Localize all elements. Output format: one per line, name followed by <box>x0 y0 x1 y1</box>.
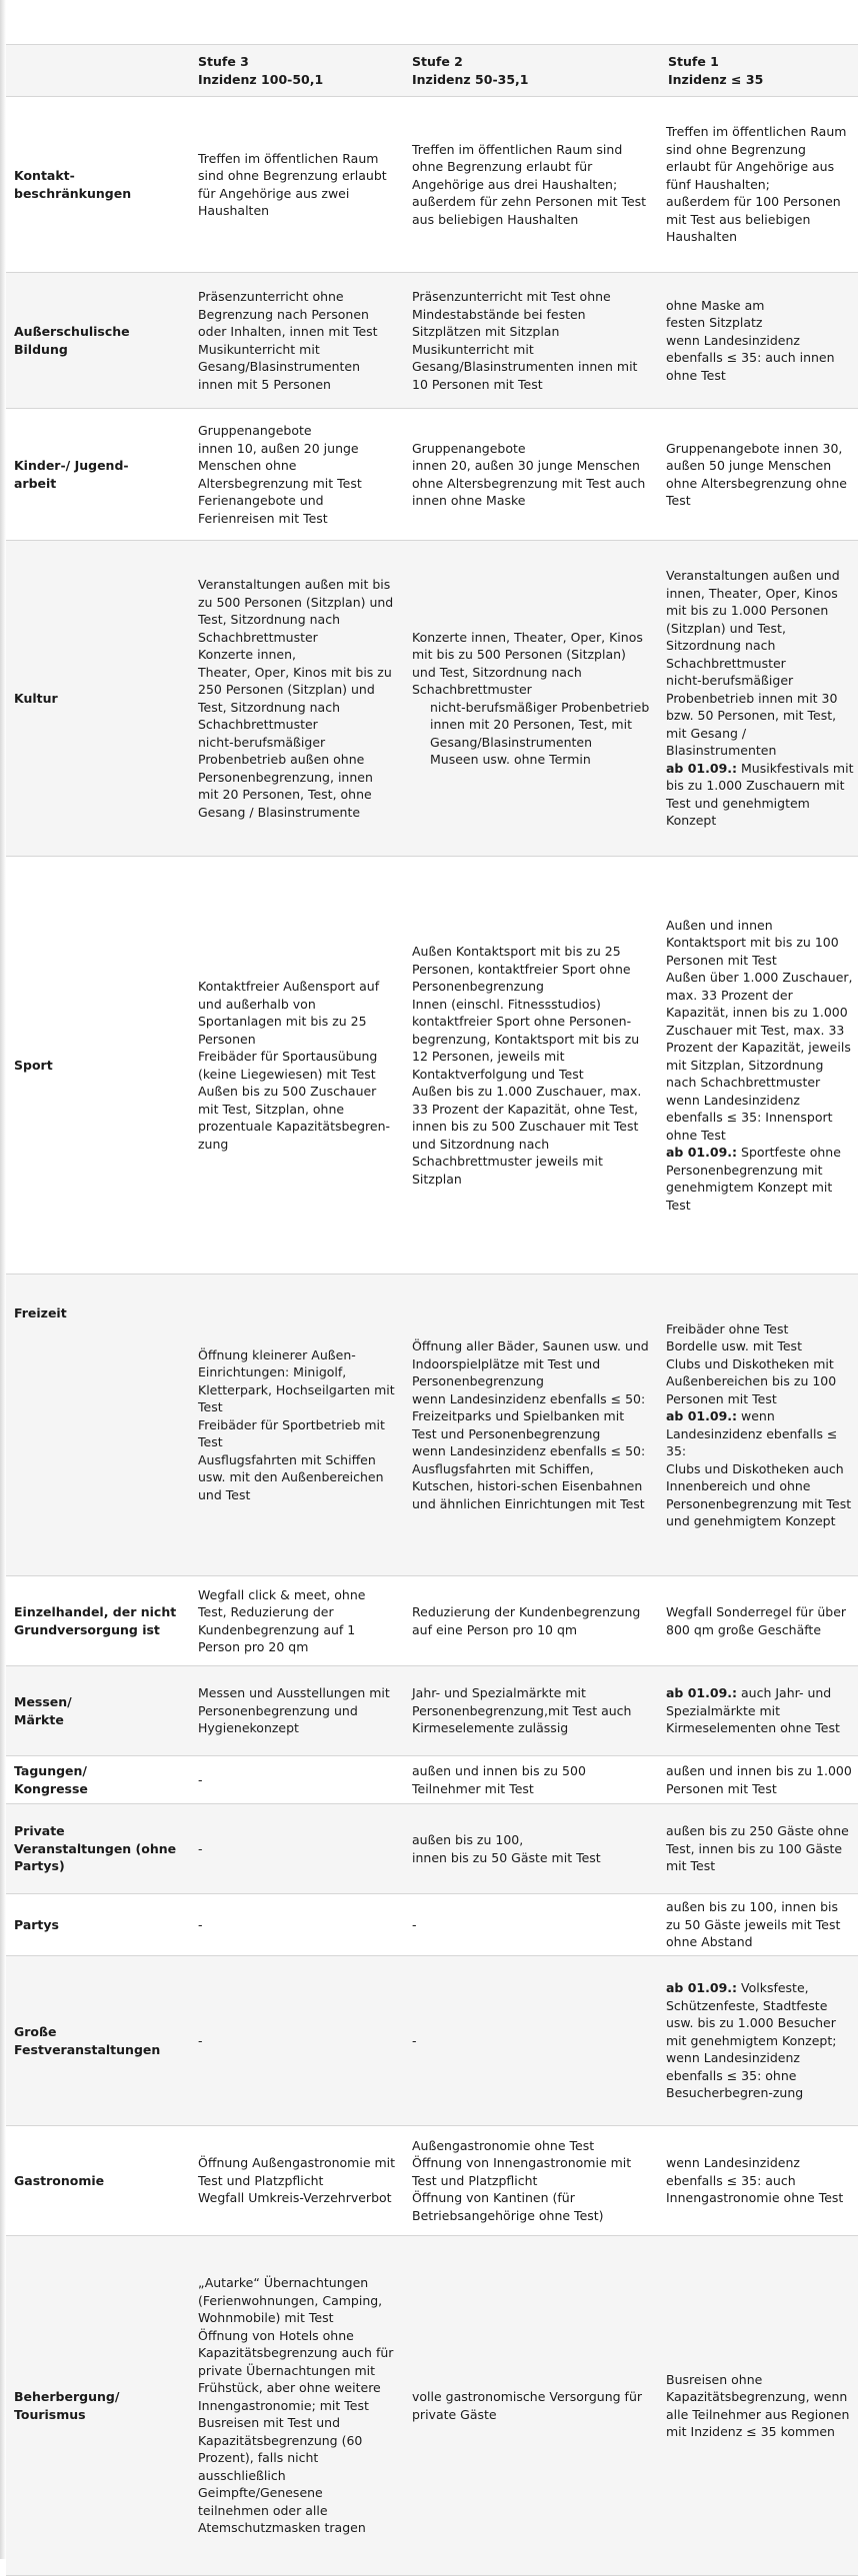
cell-stufe-1: außen bis zu 100, innen bis zu 50 Gäste jeweils mit Test ohne Abstand <box>660 1894 858 1956</box>
cell-stufe-2 <box>404 541 660 857</box>
cell-stufe-1 <box>660 1666 858 1756</box>
header-stufe-2: Stufe 2 Inzidenz 50-35,1 <box>404 45 660 97</box>
cell-stufe-1-date: ab 01.09.: <box>666 760 738 776</box>
row-label: Messen/ Märkte <box>6 1666 190 1756</box>
cell-stufe-3: Präsenzunterricht ohne Begrenzung nach Personen oder Inhalten, innen mit Test Musikunterricht mit Gesang/Blasinstrumenten innen mit 5 Personen <box>190 273 404 409</box>
table-row <box>6 1956 858 2126</box>
header-stufe-3: Stufe 3 Inzidenz 100-50,1 <box>190 45 404 97</box>
table-row <box>6 273 858 409</box>
cell-stufe-2: Außen Kontaktsport mit bis zu 25 Personen, kontaktfreier Sport ohne Personenbegrenzung Innen (einschl. Fitnessstudios) kontaktfreier Sport ohne Personen-begrenzung, Kontaktsport mit bis zu 12 Personen, jeweils mit Kontaktverfolgung und Test Außen bis zu 1.000 Zuschauer, max. 33 Prozent der Kapazität, ohne Test, innen bis zu 500 Zuschauer mit Test und Sitzordnung nach Schachbrettmuster jeweils mit Sitzplan <box>404 857 660 1275</box>
cell-stufe-1: außen und innen bis zu 1.000 Personen mit Test <box>660 1756 858 1804</box>
cell-stufe-1: wenn Landesinzidenz ebenfalls ≤ 35: auch Innengastronomie ohne Test <box>660 2126 858 2236</box>
cell-stufe-3: - <box>190 1956 404 2126</box>
table-row <box>6 2236 858 2576</box>
header-row <box>6 45 858 97</box>
cell-stufe-3: Gruppenangebote innen 10, außen 20 junge Menschen ohne Altersbegrenzung mit Test Ferienangebote und Ferienreisen mit Test <box>190 409 404 541</box>
row-label: Sport <box>6 857 190 1275</box>
cell-stufe-1: Gruppenangebote innen 30, außen 50 junge Menschen ohne Altersbegrenzung ohne Test <box>660 409 858 541</box>
row-label: Tagungen/ Kongresse <box>6 1756 190 1804</box>
cell-stufe-2: Präsenzunterricht mit Test ohne Mindestabstände bei festen Sitzplätzen mit Sitzplan Musikunterricht mit Gesang/Blasinstrumenten innen mit 10 Personen mit Test <box>404 273 660 409</box>
cell-stufe-1 <box>660 1956 858 2126</box>
cell-stufe-2: Jahr- und Spezialmärkte mit Personenbegrenzung,mit Test auch Kirmeselemente zulässig <box>404 1666 660 1756</box>
row-label: Private Veranstaltungen (ohne Partys) <box>6 1804 190 1894</box>
cell-stufe-1: Busreisen ohne Kapazitätsbegrenzung, wenn alle Teilnehmer aus Regionen mit Inzidenz ≤ 35 kommen <box>660 2236 858 2576</box>
table-row <box>6 1894 858 1956</box>
row-label: Freizeit <box>6 1275 190 1576</box>
table-row <box>6 2126 858 2236</box>
cell-stufe-3: - <box>190 1804 404 1894</box>
cell-stufe-3: Wegfall click & meet, ohne Test, Reduzierung der Kundenbegrenzung auf 1 Person pro 20 qm <box>190 1576 404 1666</box>
row-label: Außerschulische Bildung <box>6 273 190 409</box>
row-label: Beherbergung/ Tourismus <box>6 2236 190 2576</box>
cell-stufe-3: Treffen im öffentlichen Raum sind ohne Begrenzung erlaubt für Angehörige aus zwei Haushalten <box>190 97 404 273</box>
cell-stufe-1-tail: auch Jahr- und Spezialmärkte mit Kirmeselementen ohne Test <box>666 1685 840 1736</box>
cell-stufe-3: Öffnung Außengastronomie mit Test und Platzpflicht Wegfall Umkreis-Verzehrverbot <box>190 2126 404 2236</box>
cell-stufe-2: - <box>404 1956 660 2126</box>
cell-stufe-3: Kontaktfreier Außensport auf und außerhalb von Sportanlagen mit bis zu 25 Personen Freibäder für Sportausübung (keine Liegewiesen) mit Test Außen bis zu 500 Zuschauer mit Test, Sitzplan, ohne prozentuale Kapazitätsbegren-zung <box>190 857 404 1275</box>
cell-stufe-1-tail: wenn Landesinzidenz ebenfalls ≤ 35: Clubs und Diskotheken auch Innenbereich und ohne Personenbegrenzung mit Test und genehmigtem Konzept <box>666 1408 852 1528</box>
regulation-table <box>6 44 858 2576</box>
row-label: Große Festveranstaltungen <box>6 1956 190 2126</box>
cell-stufe-2-part-b: nicht-berufsmäßiger Probenbetrieb innen mit 20 Personen, Test, mit Gesang/Blasinstrumenten Museen usw. ohne Termin <box>430 699 650 767</box>
cell-stufe-2: Öffnung aller Bäder, Saunen usw. und Indoorspielplätze mit Test und Personenbegrenzung wenn Landesinzidenz ebenfalls ≤ 50: Freizeitparks und Spielbanken mit Test und Personenbegrenzung wenn Landesinzidenz ebenfalls ≤ 50: Ausflugsfahrten mit Schiffen, Kutschen, histori-schen Eisenbahnen und ähnlichen Einrichtungen mit Test <box>404 1275 660 1576</box>
row-label: Kinder-/ Jugend- arbeit <box>6 409 190 541</box>
cell-stufe-2: Treffen im öffentlichen Raum sind ohne Begrenzung erlaubt für Angehörige aus drei Haushalten; außerdem für zehn Personen mit Test aus beliebigen Haushalten <box>404 97 660 273</box>
table-row <box>6 97 858 273</box>
cell-stufe-1-date: ab 01.09.: <box>666 1145 738 1161</box>
cell-stufe-1-text: Veranstaltungen außen und innen, Theater, Oper, Kinos mit bis zu 1.000 Personen (Sitzplan) und Test, Sitzordnung nach Schachbrettmuster nicht-berufsmäßiger Probenbetrieb innen mit 30 bzw. 50 Personen, mit Test, mit Gesang / Blasinstrumenten <box>666 568 840 759</box>
cell-stufe-2: außen und innen bis zu 500 Teilnehmer mit Test <box>404 1756 660 1804</box>
cell-stufe-1: Treffen im öffentlichen Raum sind ohne Begrenzung erlaubt für Angehörige aus fünf Haushalten; außerdem für 100 Personen mit Test aus beliebigen Haushalten <box>660 97 858 273</box>
cell-stufe-2: Gruppenangebote innen 20, außen 30 junge Menschen ohne Altersbegrenzung mit Test auch innen ohne Maske <box>404 409 660 541</box>
cell-stufe-1: ohne Maske am festen Sitzplatz wenn Landesinzidenz ebenfalls ≤ 35: auch innen ohne Test <box>660 273 858 409</box>
top-margin <box>0 0 866 44</box>
table-row <box>6 1576 858 1666</box>
cell-stufe-1-tail: Musikfestivals mit bis zu 1.000 Zuschauern mit Test und genehmigtem Konzept <box>666 760 854 829</box>
cell-stufe-3: - <box>190 1894 404 1956</box>
row-label: Kultur <box>6 541 190 857</box>
table-row <box>6 541 858 857</box>
cell-stufe-1-text: Außen und innen Kontaktsport mit bis zu 100 Personen mit Test Außen über 1.000 Zuschauer, max. 33 Prozent der Kapazität, innen bis zu 1.000 Zuschauer mit Test, max. 33 Prozent der Kapazität, jeweils mit Sitzplan, Sitzordnung nach Schachbrettmuster wenn Landesinzidenz ebenfalls ≤ 35: Innensport ohne Test <box>666 917 853 1143</box>
table-row <box>6 1804 858 1894</box>
row-label: Einzelhandel, der nicht Grundversorgung ist <box>6 1576 190 1666</box>
header-empty <box>6 45 190 97</box>
row-label: Kontakt- beschränkungen <box>6 97 190 273</box>
cell-stufe-1: Wegfall Sonderregel für über 800 qm große Geschäfte <box>660 1576 858 1666</box>
cell-stufe-3: Veranstaltungen außen mit bis zu 500 Personen (Sitzplan) und Test, Sitzordnung nach Schachbrettmuster Konzerte innen, Theater, Oper, Kinos mit bis zu 250 Personen (Sitzplan) und Test, Sitzordnung nach Schachbrettmuster nicht-berufsmäßiger Probenbetrieb außen ohne Personenbegrenzung, innen mit 20 Personen, Test, ohne Gesang / Blasinstrumente <box>190 541 404 857</box>
cell-stufe-1-text: Freibäder ohne Test Bordelle usw. mit Test Clubs und Diskotheken mit Außenbereichen bis zu 100 Personen mit Test <box>666 1320 837 1406</box>
cell-stufe-3: Messen und Ausstellungen mit Personenbegrenzung und Hygienekonzept <box>190 1666 404 1756</box>
cell-stufe-2: Reduzierung der Kundenbegrenzung auf eine Person pro 10 qm <box>404 1576 660 1666</box>
cell-stufe-2-part-a: Konzerte innen, Theater, Oper, Kinos mit bis zu 500 Personen (Sitzplan) und Test, Sitzordnung nach Schachbrettmuster <box>412 629 643 697</box>
cell-stufe-1-date: ab 01.09.: <box>666 1408 738 1423</box>
cell-stufe-1 <box>660 857 858 1275</box>
cell-stufe-2: - <box>404 1894 660 1956</box>
cell-stufe-1-date: ab 01.09.: <box>666 1685 738 1701</box>
table-row <box>6 1756 858 1804</box>
table-row <box>6 1666 858 1756</box>
row-label: Partys <box>6 1894 190 1956</box>
cell-stufe-1 <box>660 541 858 857</box>
cell-stufe-1-tail: Volksfeste, Schützenfeste, Stadtfeste usw. bis zu 1.000 Besucher mit genehmigtem Konzept; wenn Landesinzidenz ebenfalls ≤ 35: ohne Besucherbegren-zung <box>666 1980 837 2101</box>
cell-stufe-1 <box>660 1275 858 1576</box>
row-label: Gastronomie <box>6 2126 190 2236</box>
cell-stufe-2: volle gastronomische Versorgung für private Gäste <box>404 2236 660 2576</box>
table-row <box>6 1275 858 1576</box>
table-row <box>6 409 858 541</box>
cell-stufe-1: außen bis zu 250 Gäste ohne Test, innen bis zu 100 Gäste mit Test <box>660 1804 858 1894</box>
table-row <box>6 857 858 1275</box>
cell-stufe-2: Außengastronomie ohne Test Öffnung von Innengastronomie mit Test und Platzpflicht Öffnung von Kantinen (für Betriebsangehörige ohne Test) <box>404 2126 660 2236</box>
header-stufe-1: Stufe 1 Inzidenz ≤ 35 <box>660 45 858 97</box>
cell-stufe-3: „Autarke“ Übernachtungen (Ferienwohnungen, Camping, Wohnmobile) mit Test Öffnung von Hotels ohne Kapazitätsbegrenzung auch für private Übernachtungen mit Frühstück, aber ohne weitere Innengastronomie; mit Test Busreisen mit Test und Kapazitätsbegrenzung (60 Prozent), falls nicht ausschließlich Geimpfte/Genesene teilnehmen oder alle Atemschutzmasken tragen <box>190 2236 404 2576</box>
cell-stufe-3: - <box>190 1756 404 1804</box>
cell-stufe-2: außen bis zu 100, innen bis zu 50 Gäste mit Test <box>404 1804 660 1894</box>
cell-stufe-1-date: ab 01.09.: <box>666 1980 738 1996</box>
cell-stufe-3: Öffnung kleinerer Außen-Einrichtungen: Minigolf, Kletterpark, Hochseilgarten mit Test Freibäder für Sportbetrieb mit Test Ausflugsfahrten mit Schiffen usw. mit den Außenbereichen und Test <box>190 1275 404 1576</box>
cell-stufe-1-tail: Sportfeste ohne Personenbegrenzung mit genehmigtem Konzept mit Test <box>666 1145 841 1213</box>
